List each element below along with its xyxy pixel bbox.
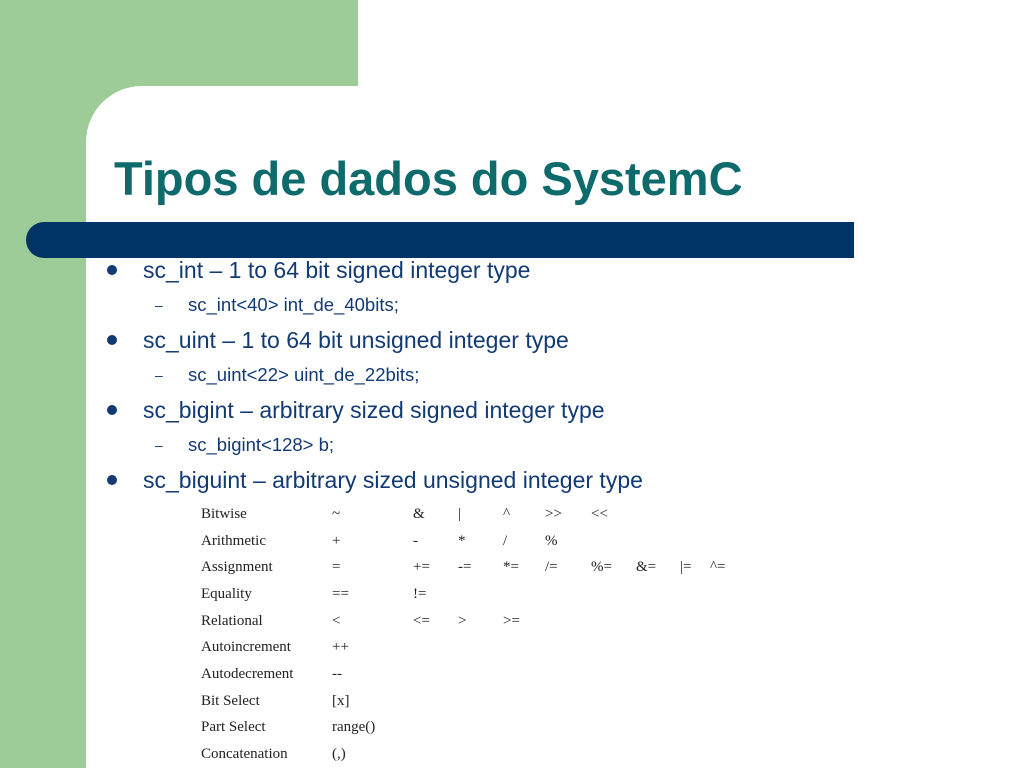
bullet-dot-icon — [107, 405, 117, 415]
sub-bullet-text: sc_bigint<128> b; — [188, 434, 335, 455]
table-row — [201, 608, 726, 635]
operator-cell — [591, 608, 636, 635]
operator-cell — [636, 715, 680, 742]
operator-cell — [636, 741, 680, 768]
operator-cell — [680, 581, 710, 608]
operator-cell — [545, 688, 591, 715]
operator-cell: %= — [591, 559, 612, 576]
operator-category: Assignment — [201, 559, 273, 576]
table-row — [201, 715, 726, 742]
sub-bullet-item — [104, 429, 984, 464]
operator-cell — [680, 501, 710, 528]
operator-cell — [545, 634, 591, 661]
operator-cell — [636, 501, 680, 528]
operator-cell — [636, 688, 680, 715]
operator-cell: % — [545, 532, 558, 549]
operator-cell — [710, 634, 726, 661]
sub-bullet-item — [104, 359, 984, 394]
bullet-item — [104, 324, 984, 359]
operator-cell — [545, 608, 591, 635]
operator-cell: < — [332, 612, 341, 629]
operator-cell: == — [332, 585, 349, 602]
table-row — [201, 688, 726, 715]
operator-category: Relational — [201, 612, 263, 629]
table-row — [201, 581, 726, 608]
sub-bullet-text: sc_uint<22> uint_de_22bits; — [188, 364, 420, 385]
operator-cell — [503, 715, 545, 742]
table-row — [201, 554, 726, 581]
operator-category: Part Select — [201, 719, 266, 736]
operator-cell: *= — [503, 559, 519, 576]
operator-cell: (,) — [332, 746, 346, 763]
operator-cell: >> — [545, 505, 562, 522]
operator-cell — [680, 608, 710, 635]
operator-cell: >= — [503, 612, 520, 629]
bullet-text: sc_bigint – arbitrary sized signed integer type — [143, 397, 605, 423]
operator-cell — [680, 741, 710, 768]
operator-cell — [591, 581, 636, 608]
operator-cell — [458, 688, 503, 715]
operator-cell: [x] — [332, 692, 350, 709]
operator-cell — [680, 661, 710, 688]
operator-category: Bit Select — [201, 692, 260, 709]
operator-cell — [503, 634, 545, 661]
operator-cell: += — [413, 559, 430, 576]
operator-cell — [413, 688, 458, 715]
table-row — [201, 741, 726, 768]
operator-category: Concatenation — [201, 746, 288, 763]
slide-title: Tipos de dados do SystemC — [114, 152, 743, 205]
operator-cell — [413, 661, 458, 688]
operator-cell — [636, 608, 680, 635]
operator-cell — [458, 715, 503, 742]
operator-cell — [503, 688, 545, 715]
operator-cell — [591, 661, 636, 688]
operator-cell: = — [332, 559, 341, 576]
operator-cell — [591, 528, 636, 555]
operator-cell — [636, 634, 680, 661]
operator-cell — [710, 688, 726, 715]
sub-bullet-item — [104, 289, 984, 324]
bullet-item — [104, 394, 984, 429]
operator-cell — [710, 581, 726, 608]
operator-cell: ^ — [503, 505, 511, 522]
operator-cell: + — [332, 532, 341, 549]
operator-cell: ^= — [710, 559, 726, 576]
operator-cell: ~ — [332, 505, 341, 522]
operator-cell: != — [413, 585, 427, 602]
operator-cell — [680, 528, 710, 555]
operator-category: Bitwise — [201, 505, 247, 522]
table-row — [201, 528, 726, 555]
operator-category: Autodecrement — [201, 665, 294, 682]
dash-marker: – — [155, 297, 163, 313]
operator-cell: range() — [332, 719, 376, 736]
bullet-dot-icon — [107, 335, 117, 345]
bullet-item — [104, 254, 984, 289]
operator-cell: > — [458, 612, 467, 629]
operator-cell: - — [413, 532, 418, 549]
operator-cell: <= — [413, 612, 430, 629]
operator-cell — [710, 501, 726, 528]
operators-table — [201, 501, 726, 768]
operator-cell: &= — [636, 559, 657, 576]
operator-category: Equality — [201, 585, 252, 602]
operator-cell: * — [458, 532, 466, 549]
operator-cell: & — [413, 505, 425, 522]
operator-cell — [710, 528, 726, 555]
table-row — [201, 661, 726, 688]
dash-marker: – — [155, 437, 163, 453]
operator-cell — [503, 661, 545, 688]
bullet-item — [104, 464, 984, 499]
operator-category: Autoincrement — [201, 639, 291, 656]
operator-cell — [503, 581, 545, 608]
operator-cell: / — [503, 532, 508, 549]
operator-cell: -= — [458, 559, 472, 576]
operator-cell: -- — [332, 665, 342, 682]
operator-cell — [591, 688, 636, 715]
operator-cell — [710, 608, 726, 635]
operator-cell — [545, 741, 591, 768]
operator-cell — [680, 688, 710, 715]
operator-cell — [413, 741, 458, 768]
operator-cell — [413, 634, 458, 661]
operator-cell — [503, 741, 545, 768]
operator-cell — [545, 581, 591, 608]
operator-cell — [458, 581, 503, 608]
operator-cell — [458, 741, 503, 768]
bullet-list — [104, 254, 984, 499]
bullet-dot-icon — [107, 265, 117, 275]
sub-bullet-text: sc_int<40> int_de_40bits; — [188, 294, 399, 315]
operator-cell: << — [591, 505, 608, 522]
operator-cell: |= — [680, 559, 692, 576]
title-underline-bar — [26, 222, 854, 258]
bullet-dot-icon — [107, 475, 117, 485]
table-row — [201, 501, 726, 528]
operator-cell — [591, 715, 636, 742]
bullet-text: sc_uint – 1 to 64 bit unsigned integer type — [143, 327, 569, 353]
operator-cell: ++ — [332, 639, 349, 656]
bullet-text: sc_biguint – arbitrary sized unsigned integer type — [143, 467, 643, 493]
dash-marker: – — [155, 367, 163, 383]
operator-cell — [545, 715, 591, 742]
operator-cell: /= — [545, 559, 558, 576]
operator-cell — [680, 715, 710, 742]
operator-cell — [458, 634, 503, 661]
operator-cell — [710, 661, 726, 688]
operator-cell — [636, 581, 680, 608]
operator-cell — [591, 634, 636, 661]
operator-cell: | — [458, 505, 462, 522]
operator-cell — [636, 661, 680, 688]
bullet-text: sc_int – 1 to 64 bit signed integer type — [143, 257, 531, 283]
operator-cell — [710, 741, 726, 768]
operator-cell — [636, 528, 680, 555]
operator-cell — [680, 634, 710, 661]
operator-cell — [458, 661, 503, 688]
table-row — [201, 634, 726, 661]
operator-cell — [591, 741, 636, 768]
operator-cell — [710, 715, 726, 742]
operator-cell — [413, 715, 458, 742]
operator-cell — [545, 661, 591, 688]
operator-category: Arithmetic — [201, 532, 266, 549]
